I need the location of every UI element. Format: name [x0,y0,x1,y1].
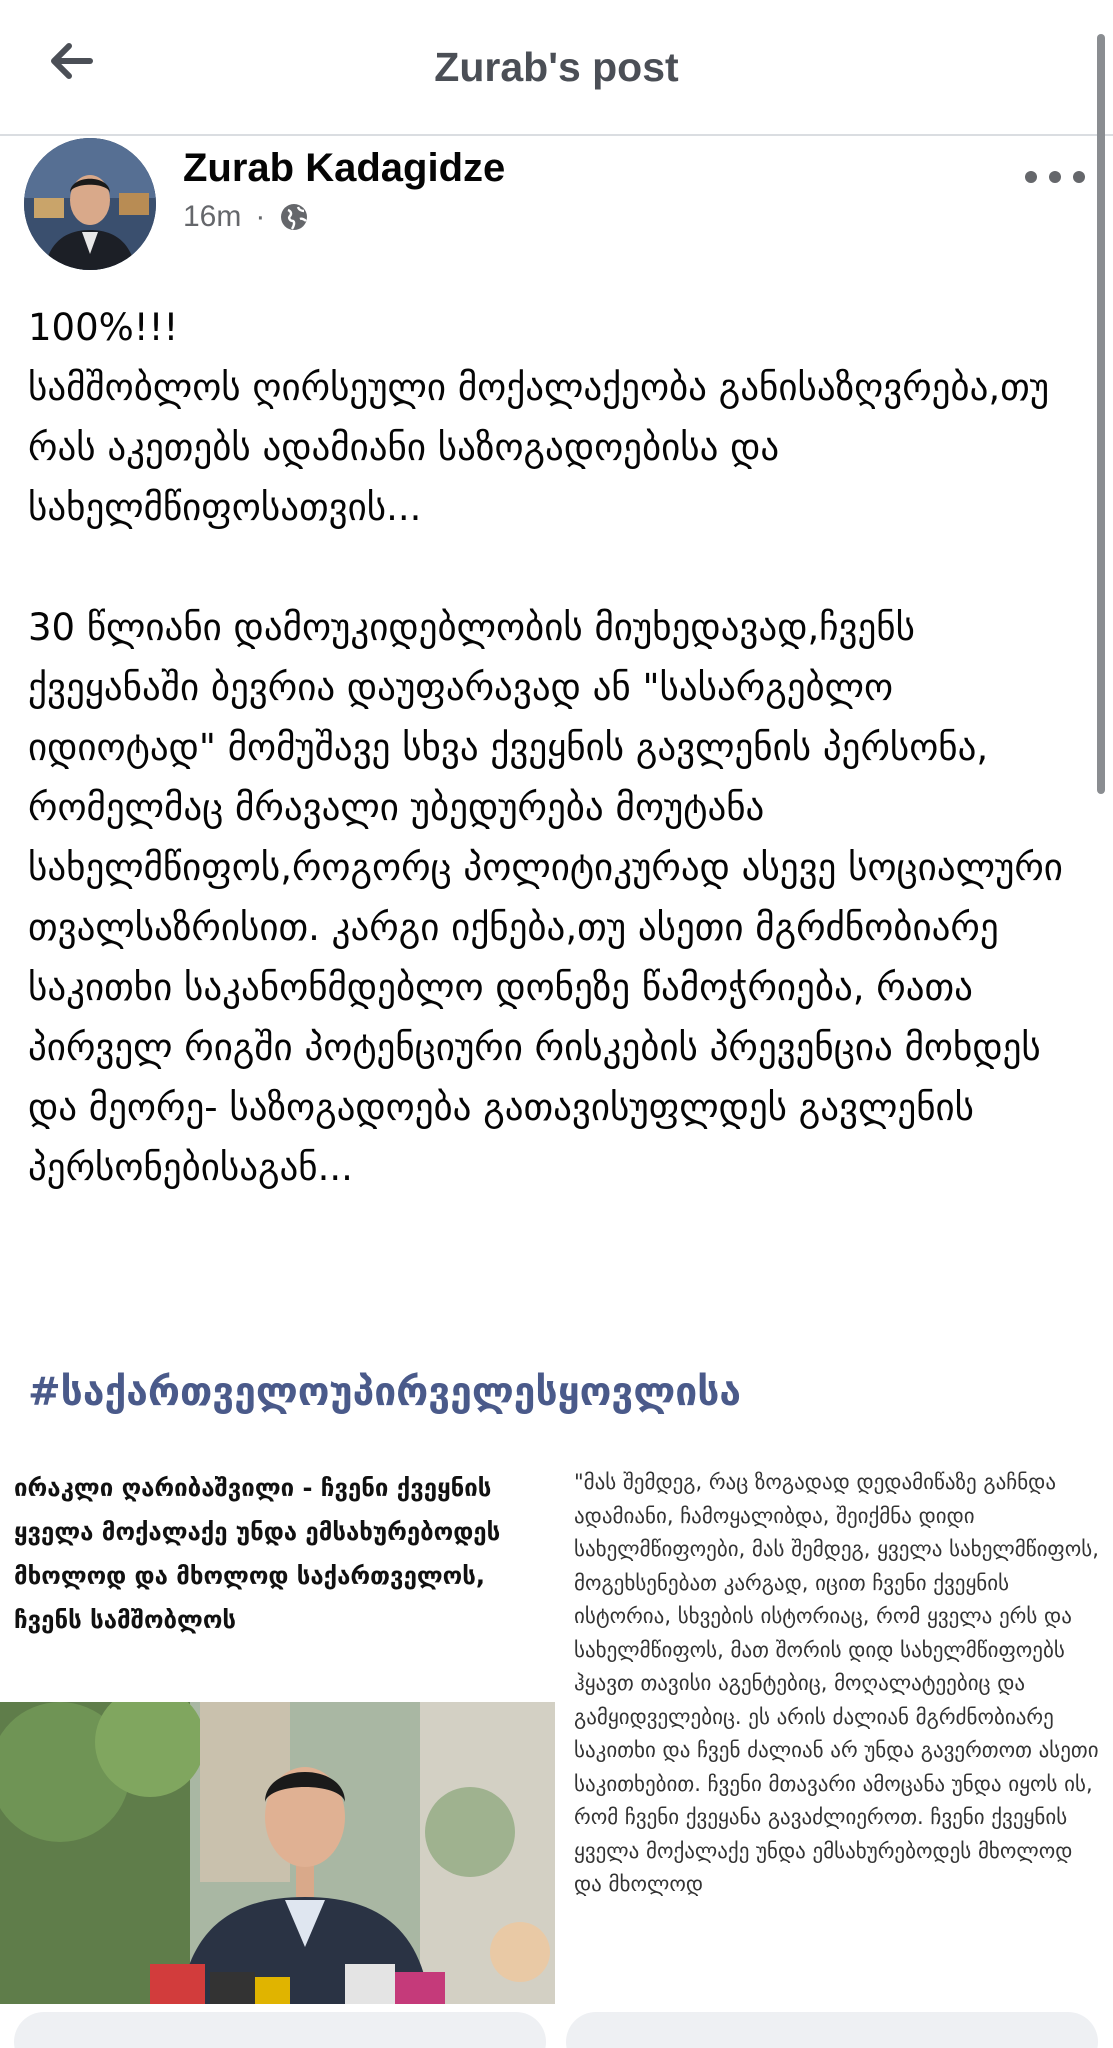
post-paragraph-2: 30 წლიანი დამოუკიდებლობის მიუხედავად,ჩვენს ქვეყანაში ბევრია დაუფარავად ან "სასარგებლო იდიოტად" მომუშავე სხვა ქვეყნის გავლენის პერსონა, რომელმაც მრავალი უბედურება მოუტანა სახელმწიფოს,როგორც პოლიტიკურად ასევე სოციალური თვალსაზრისით. კარგი იქნება,თუ ასეთი მგრძნობიარე საკითხი საკანონმდებლო დონეზე წამოჭრიება, რათა პირველ რიგში პოტენციური რისკების პრევენცია მოხდეს და მეორე- საზოგადოება გათავისუფლდეს გავლენის პერსონებისაგან... [28,606,1075,1189]
hashtag-link[interactable]: #საქართველოუპირველესყოვლისა [28,1370,741,1415]
globe-icon [279,202,309,232]
card-photo [0,1702,555,2004]
scrollbar[interactable] [1097,34,1105,794]
post-paragraph-1: 100%!!! სამშობლოს ღირსეული მოქალაქეობა განისაზღვრება,თუ რას აკეთებს ადამიანი საზოგადოებისა და სახელმწიფოსათვის... [28,306,1050,529]
more-options-button[interactable] [1025,162,1085,192]
avatar-photo [24,138,156,270]
more-horizontal-icon [1025,171,1037,183]
shared-image-card[interactable] [0,1444,1113,2004]
comment-button[interactable] [566,2012,1098,2048]
post-body [28,298,1088,1198]
card-headline: ირაკლი ღარიბაშვილი - ჩვენი ქვეყნის ყველა მოქალაქე უნდა ემსახურებოდეს მხოლოდ და მხოლოდ საქართველოს, ჩვენს სამშობლოს [14,1474,501,1634]
page-title: Zurab's post [434,44,679,90]
author-name[interactable]: Zurab Kadagidze [183,146,506,190]
card-quote: "მას შემდეგ, რაც ზოგადად დედამიწაზე გაჩნდა ადამიანი, ჩამოყალიბდა, შეიქმნა დიდი სახელმწიფოები, მას შემდეგ, ყველა სახელმწიფოს, მოგეხსენებათ კარგად, იცით ჩვენი ქვეყნის ისტორია, სხვების ისტორიაც, რომ ყველა ერს და სახელმწიფოს, მათ შორის დიდ სახელმწიფოებს ჰყავთ თავისი აგენტებიც, მოღალატეებიც და გამყიდველებიც. ეს არის ძალიან მგრძნობიარე საკითხი და ჩვენ ძალიან არ უნდა გავერთოთ ასეთი საკითხებით. ჩვენი მთავარი ამოცანა უნდა იყოს ის, რომ ჩვენი ქვეყანა გავაძლიეროთ. ჩვენი ქვეყნის ყველა მოქალაქე უნდა ემსახურებოდეს მხოლოდ და მხოლოდ [574,1470,1099,1896]
avatar[interactable] [24,138,156,270]
top-bar [0,0,1113,136]
post-time[interactable]: 16m [183,200,242,233]
like-button[interactable] [14,2012,546,2048]
post-meta [183,200,309,234]
meta-separator: · [255,200,266,233]
